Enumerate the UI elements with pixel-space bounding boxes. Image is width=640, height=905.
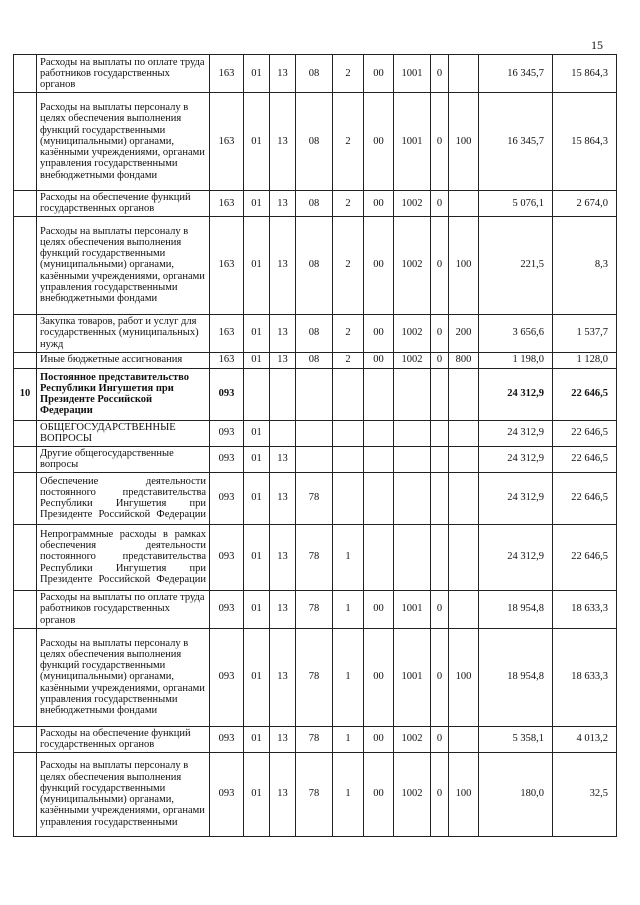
- ministry-code: 163: [210, 352, 244, 368]
- section-code: 01: [244, 216, 270, 314]
- subsection-code: 13: [270, 726, 296, 752]
- row-name: Расходы на выплаты персоналу в целях обеспечения выполнения функций государственными (муниципальными) органами, казёнными учреждениями, органами управления государственными внебюджетными фондами: [37, 216, 210, 314]
- section-code: 01: [244, 524, 270, 590]
- subsection-code: 13: [270, 352, 296, 368]
- subprogram-code: [333, 420, 364, 446]
- subsection-code: 13: [270, 314, 296, 352]
- ministry-code: 093: [210, 472, 244, 524]
- amount-actual: 18 633,3: [553, 628, 617, 726]
- extra-code: 0: [431, 93, 449, 191]
- row-name: Расходы на обеспечение функций государственных органов: [37, 726, 210, 752]
- expense-type-code: 100: [449, 752, 479, 836]
- subsection-code: [270, 420, 296, 446]
- subprogram-code: 1: [333, 590, 364, 628]
- table-row: [14, 55, 617, 93]
- subsection-code: 13: [270, 446, 296, 472]
- direction-code: 1001: [394, 628, 431, 726]
- expense-type-code: 100: [449, 93, 479, 191]
- row-number: 10: [14, 368, 37, 420]
- expense-type-code: [449, 55, 479, 93]
- extra-code: 0: [431, 216, 449, 314]
- section-code: 01: [244, 93, 270, 191]
- amount-plan: 24 312,9: [479, 524, 553, 590]
- amount-actual: 1 537,7: [553, 314, 617, 352]
- subsection-code: 13: [270, 93, 296, 191]
- amount-actual: 1 128,0: [553, 352, 617, 368]
- row-number: [14, 216, 37, 314]
- ministry-code: 093: [210, 628, 244, 726]
- direction-code: [394, 446, 431, 472]
- subprogram-code: 2: [333, 55, 364, 93]
- subprogram-code: 2: [333, 216, 364, 314]
- subprogram-code: 1: [333, 628, 364, 726]
- program-code: 08: [296, 352, 333, 368]
- section-code: 01: [244, 55, 270, 93]
- table-row: [14, 93, 617, 191]
- section-code: 01: [244, 590, 270, 628]
- table-row: [14, 352, 617, 368]
- extra-code: 0: [431, 55, 449, 93]
- table-row: [14, 420, 617, 446]
- amount-plan: 24 312,9: [479, 446, 553, 472]
- section-code: 01: [244, 352, 270, 368]
- event-code: 00: [364, 352, 394, 368]
- amount-plan: 16 345,7: [479, 55, 553, 93]
- row-name: Обеспечение деятельности постоянного представительства Республики Ингушетия при Президенте Российской Федерации: [37, 472, 210, 524]
- row-number: [14, 93, 37, 191]
- subsection-code: 13: [270, 55, 296, 93]
- program-code: [296, 420, 333, 446]
- row-name: Расходы на выплаты персоналу в целях обеспечения выполнения функций государственными (муниципальными) органами, казёнными учреждениями, органами управления государственными: [37, 752, 210, 836]
- program-code: 78: [296, 726, 333, 752]
- expense-type-code: 100: [449, 216, 479, 314]
- row-name: Расходы на выплаты по оплате труда работников государственных органов: [37, 55, 210, 93]
- expense-type-code: [449, 191, 479, 217]
- ministry-code: 163: [210, 191, 244, 217]
- event-code: 00: [364, 590, 394, 628]
- expense-type-code: [449, 524, 479, 590]
- subsection-code: 13: [270, 216, 296, 314]
- section-code: 01: [244, 420, 270, 446]
- extra-code: 0: [431, 191, 449, 217]
- event-code: [364, 368, 394, 420]
- amount-plan: 16 345,7: [479, 93, 553, 191]
- row-number: [14, 590, 37, 628]
- amount-plan: 18 954,8: [479, 590, 553, 628]
- amount-actual: 22 646,5: [553, 472, 617, 524]
- direction-code: 1001: [394, 93, 431, 191]
- row-name: Другие общегосударственные вопросы: [37, 446, 210, 472]
- amount-actual: 15 864,3: [553, 55, 617, 93]
- table-row: [14, 314, 617, 352]
- ministry-code: 163: [210, 55, 244, 93]
- table-row: [14, 590, 617, 628]
- extra-code: [431, 420, 449, 446]
- table-row: [14, 524, 617, 590]
- subsection-code: 13: [270, 472, 296, 524]
- direction-code: 1002: [394, 191, 431, 217]
- row-number: [14, 352, 37, 368]
- event-code: [364, 472, 394, 524]
- ministry-code: 163: [210, 93, 244, 191]
- subprogram-code: 2: [333, 191, 364, 217]
- event-code: [364, 420, 394, 446]
- table-row: [14, 752, 617, 836]
- subprogram-code: 2: [333, 93, 364, 191]
- row-number: [14, 628, 37, 726]
- row-name: Расходы на выплаты по оплате труда работников государственных органов: [37, 590, 210, 628]
- subprogram-code: 1: [333, 524, 364, 590]
- amount-actual: 32,5: [553, 752, 617, 836]
- ministry-code: 093: [210, 590, 244, 628]
- budget-table: [13, 54, 617, 837]
- direction-code: 1001: [394, 590, 431, 628]
- subprogram-code: [333, 368, 364, 420]
- direction-code: [394, 368, 431, 420]
- extra-code: [431, 446, 449, 472]
- section-code: 01: [244, 472, 270, 524]
- event-code: 00: [364, 628, 394, 726]
- row-number: [14, 314, 37, 352]
- event-code: 00: [364, 191, 394, 217]
- row-number: [14, 726, 37, 752]
- table-row: [14, 368, 617, 420]
- amount-plan: 5 076,1: [479, 191, 553, 217]
- row-name: Расходы на выплаты персоналу в целях обеспечения выполнения функций государственными (муниципальными) органами, казёнными учреждениями, органами управления государственными внебюджетными фондами: [37, 628, 210, 726]
- section-code: [244, 368, 270, 420]
- amount-actual: 2 674,0: [553, 191, 617, 217]
- row-number: [14, 472, 37, 524]
- extra-code: 0: [431, 352, 449, 368]
- extra-code: 0: [431, 590, 449, 628]
- ministry-code: 163: [210, 216, 244, 314]
- amount-actual: 22 646,5: [553, 446, 617, 472]
- subprogram-code: 1: [333, 752, 364, 836]
- extra-code: [431, 368, 449, 420]
- subsection-code: 13: [270, 191, 296, 217]
- direction-code: 1002: [394, 216, 431, 314]
- event-code: 00: [364, 726, 394, 752]
- ministry-code: 093: [210, 726, 244, 752]
- amount-plan: 3 656,6: [479, 314, 553, 352]
- section-code: 01: [244, 752, 270, 836]
- subprogram-code: 2: [333, 314, 364, 352]
- amount-plan: 221,5: [479, 216, 553, 314]
- program-code: 08: [296, 55, 333, 93]
- table-row: [14, 628, 617, 726]
- amount-actual: 22 646,5: [553, 368, 617, 420]
- ministry-code: 093: [210, 420, 244, 446]
- expense-type-code: 100: [449, 628, 479, 726]
- table-body: [14, 55, 617, 837]
- amount-plan: 24 312,9: [479, 472, 553, 524]
- ministry-code: 093: [210, 752, 244, 836]
- expense-type-code: [449, 446, 479, 472]
- row-name: ОБЩЕГОСУДАРСТВЕННЫЕ ВОПРОСЫ: [37, 420, 210, 446]
- direction-code: 1002: [394, 352, 431, 368]
- amount-actual: 15 864,3: [553, 93, 617, 191]
- amount-plan: 1 198,0: [479, 352, 553, 368]
- amount-actual: 4 013,2: [553, 726, 617, 752]
- program-code: 08: [296, 93, 333, 191]
- expense-type-code: [449, 368, 479, 420]
- ministry-code: 093: [210, 446, 244, 472]
- subsection-code: 13: [270, 590, 296, 628]
- row-number: [14, 752, 37, 836]
- section-code: 01: [244, 314, 270, 352]
- expense-type-code: 200: [449, 314, 479, 352]
- row-name: Постоянное представительство Республики Ингушетия при Президенте Российской Федерации: [37, 368, 210, 420]
- amount-plan: 180,0: [479, 752, 553, 836]
- extra-code: 0: [431, 726, 449, 752]
- row-name: Непрограммные расходы в рамках обеспечения деятельности постоянного представительства Республики Ингушетия при Президенте Российской Федерации: [37, 524, 210, 590]
- amount-plan: 5 358,1: [479, 726, 553, 752]
- table-row: [14, 726, 617, 752]
- expense-type-code: 800: [449, 352, 479, 368]
- subsection-code: 13: [270, 628, 296, 726]
- amount-actual: 8,3: [553, 216, 617, 314]
- event-code: [364, 524, 394, 590]
- program-code: 78: [296, 628, 333, 726]
- row-number: [14, 446, 37, 472]
- event-code: 00: [364, 314, 394, 352]
- table-row: [14, 472, 617, 524]
- direction-code: 1002: [394, 752, 431, 836]
- direction-code: [394, 472, 431, 524]
- subprogram-code: 1: [333, 726, 364, 752]
- subprogram-code: 2: [333, 352, 364, 368]
- direction-code: [394, 420, 431, 446]
- direction-code: [394, 524, 431, 590]
- row-number: [14, 420, 37, 446]
- program-code: 78: [296, 472, 333, 524]
- direction-code: 1001: [394, 55, 431, 93]
- program-code: 08: [296, 216, 333, 314]
- row-number: [14, 55, 37, 93]
- program-code: 08: [296, 191, 333, 217]
- direction-code: 1002: [394, 314, 431, 352]
- ministry-code: 093: [210, 524, 244, 590]
- expense-type-code: [449, 420, 479, 446]
- subsection-code: [270, 368, 296, 420]
- table-row: [14, 446, 617, 472]
- row-name: Иные бюджетные ассигнования: [37, 352, 210, 368]
- amount-actual: 22 646,5: [553, 420, 617, 446]
- amount-plan: 18 954,8: [479, 628, 553, 726]
- subsection-code: 13: [270, 752, 296, 836]
- section-code: 01: [244, 446, 270, 472]
- program-code: 08: [296, 314, 333, 352]
- row-name: Закупка товаров, работ и услуг для государственных (муниципальных) нужд: [37, 314, 210, 352]
- amount-actual: 22 646,5: [553, 524, 617, 590]
- row-number: [14, 191, 37, 217]
- subsection-code: 13: [270, 524, 296, 590]
- extra-code: 0: [431, 628, 449, 726]
- amount-actual: 18 633,3: [553, 590, 617, 628]
- section-code: 01: [244, 628, 270, 726]
- page-number: 15: [591, 38, 603, 52]
- subprogram-code: [333, 472, 364, 524]
- program-code: 78: [296, 590, 333, 628]
- section-code: 01: [244, 726, 270, 752]
- expense-type-code: [449, 590, 479, 628]
- program-code: 78: [296, 524, 333, 590]
- extra-code: 0: [431, 752, 449, 836]
- program-code: [296, 446, 333, 472]
- subprogram-code: [333, 446, 364, 472]
- row-name: Расходы на обеспечение функций государственных органов: [37, 191, 210, 217]
- extra-code: 0: [431, 314, 449, 352]
- table-row: [14, 216, 617, 314]
- direction-code: 1002: [394, 726, 431, 752]
- event-code: 00: [364, 55, 394, 93]
- row-number: [14, 524, 37, 590]
- event-code: 00: [364, 752, 394, 836]
- event-code: 00: [364, 93, 394, 191]
- row-name: Расходы на выплаты персоналу в целях обеспечения выполнения функций государственными (муниципальными) органами, казёнными учреждениями, органами управления государственными внебюджетными фондами: [37, 93, 210, 191]
- extra-code: [431, 524, 449, 590]
- amount-plan: 24 312,9: [479, 420, 553, 446]
- ministry-code: 093: [210, 368, 244, 420]
- amount-plan: 24 312,9: [479, 368, 553, 420]
- expense-type-code: [449, 472, 479, 524]
- event-code: [364, 446, 394, 472]
- program-code: [296, 368, 333, 420]
- event-code: 00: [364, 216, 394, 314]
- extra-code: [431, 472, 449, 524]
- expense-type-code: [449, 726, 479, 752]
- section-code: 01: [244, 191, 270, 217]
- table-row: [14, 191, 617, 217]
- ministry-code: 163: [210, 314, 244, 352]
- program-code: 78: [296, 752, 333, 836]
